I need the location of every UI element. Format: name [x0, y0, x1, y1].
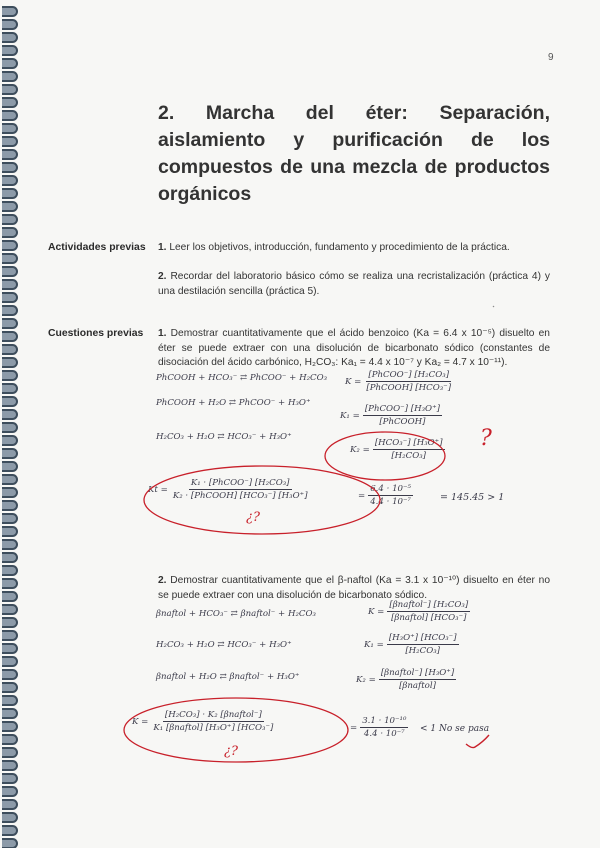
- hw-q2-ratio: = $\frac{\text{3.1 · 10⁻¹⁰}}{\text{4.4 · 10⁻⁷}}$: [350, 716, 407, 739]
- binding-ring: [2, 19, 18, 30]
- k-numerator: [H₂CO₃] · K₂ [βnaftol⁻]: [164, 710, 262, 720]
- hw-q1-result: = 145.45 > 1: [440, 492, 505, 503]
- binding-ring: [2, 487, 18, 498]
- binding-ring: [2, 838, 18, 848]
- binding-ring: [2, 253, 18, 264]
- ratio-numerator: 6.4 · 10⁻⁵: [370, 484, 411, 494]
- binding-ring: [2, 474, 18, 485]
- cuestion-1: [158, 327, 550, 371]
- hw-q1-eq3: H₂CO₃ + H₂O ⇄ HCO₃⁻ + H₃O⁺: [156, 432, 292, 442]
- k-denominator: K₁ [βnaftol] [H₃O⁺] [HCO₃⁻]: [153, 723, 274, 733]
- binding-ring: [2, 214, 18, 225]
- binding-ring: [2, 318, 18, 329]
- hw-q2-k2: [356, 668, 456, 691]
- k-denominator: K₂ · [PhCOOH] [HCO₃⁻] [H₃O⁺]: [172, 491, 308, 501]
- actividad-item-1: [158, 241, 550, 256]
- k-numerator: [PhCOO⁻] [H₃O⁺]: [364, 404, 440, 414]
- binding-ring: [2, 149, 18, 160]
- item-text: Leer los objetivos, introducción, fundamento y procedimiento de la práctica.: [169, 242, 510, 253]
- binding-ring: [2, 201, 18, 212]
- page-title: 2. Marcha del éter: Separación, aislamiento y purificación de los compuestos de una mezcla de productos orgánicos: [158, 102, 550, 205]
- k-denominator: [βnaftol]: [399, 681, 436, 691]
- red-question-mark-2: ¿?: [246, 510, 260, 525]
- binding-ring: [2, 825, 18, 836]
- section-label-actividades: Actividades previas: [48, 242, 146, 253]
- binding-ring: [2, 448, 18, 459]
- hw-q1-eq1: PhCOOH + HCO₃⁻ ⇄ PhCOO⁻ + H₂CO₃: [156, 373, 328, 383]
- binding-ring: [2, 266, 18, 277]
- binding-ring: [2, 578, 18, 589]
- hw-q2-eq2: H₂CO₃ + H₂O ⇄ HCO₃⁻ + H₃O⁺: [156, 640, 292, 650]
- binding-ring: [2, 760, 18, 771]
- binding-ring: [2, 370, 18, 381]
- page-number: 9: [548, 52, 554, 63]
- binding-ring: [2, 305, 18, 316]
- binding-ring: [2, 123, 18, 134]
- k-symbol: K₂ =: [350, 444, 370, 455]
- k-numerator: K₁ · [PhCOO⁻] [H₂CO₃]: [190, 478, 290, 488]
- k-denominator: [H₂CO₃]: [391, 451, 427, 461]
- spiral-binding: [0, 0, 22, 848]
- binding-ring: [2, 409, 18, 420]
- ink-dot: [493, 306, 494, 307]
- k-numerator: [βnaftol⁻] [H₂CO₃]: [389, 600, 469, 610]
- binding-ring: [2, 110, 18, 121]
- binding-ring: [2, 396, 18, 407]
- binding-ring: [2, 513, 18, 524]
- hw-q1-kt: [148, 478, 310, 501]
- hw-q1-k: [345, 370, 453, 393]
- binding-ring: [2, 227, 18, 238]
- k-denominator: [PhCOOH]: [379, 417, 426, 427]
- question-number: 1.: [158, 328, 167, 339]
- binding-ring: [2, 526, 18, 537]
- binding-ring: [2, 500, 18, 511]
- actividad-item-2: [158, 270, 550, 299]
- binding-ring: [2, 292, 18, 303]
- hw-q1-k2: [350, 438, 445, 461]
- binding-ring: [2, 604, 18, 615]
- binding-ring: [2, 591, 18, 602]
- hw-q1-k1: [340, 404, 442, 427]
- binding-ring: [2, 175, 18, 186]
- binding-ring: [2, 630, 18, 641]
- cuestion-2: [158, 574, 550, 603]
- k-numerator: [βnaftol⁻] [H₃O⁺]: [380, 668, 455, 678]
- binding-ring: [2, 669, 18, 680]
- binding-ring: [2, 162, 18, 173]
- ratio-denominator: 4.4 · 10⁻⁷: [363, 729, 405, 739]
- binding-ring: [2, 435, 18, 446]
- binding-ring: [2, 422, 18, 433]
- binding-ring: [2, 136, 18, 147]
- binding-ring: [2, 552, 18, 563]
- binding-ring: [2, 383, 18, 394]
- hw-q1-eq2: PhCOOH + H₂O ⇄ PhCOO⁻ + H₃O⁺: [156, 398, 311, 408]
- binding-ring: [2, 773, 18, 784]
- binding-ring: [2, 721, 18, 732]
- binding-ring: [2, 734, 18, 745]
- k-numerator: [H₃O⁺] [HCO₃⁻]: [388, 633, 457, 643]
- k-denominator: [PhCOOH] [HCO₃⁻]: [366, 383, 452, 393]
- binding-ring: [2, 747, 18, 758]
- question-text: Demostrar cuantitativamente que el β-naftol (Ka = 3.1 x 10⁻¹⁰) disuelto en éter no se puede extraer con una disolución de bicarbonato sódico.: [158, 575, 550, 601]
- binding-ring: [2, 695, 18, 706]
- binding-ring: [2, 279, 18, 290]
- binding-ring: [2, 643, 18, 654]
- ratio-numerator: 3.1 · 10⁻¹⁰: [362, 716, 407, 726]
- k-symbol: K₁ =: [340, 410, 360, 421]
- item-text: Recordar del laboratorio básico cómo se realiza una recristalización (práctica 4) y una destilación sencilla (práctica 5).: [158, 271, 550, 297]
- binding-ring: [2, 786, 18, 797]
- binding-ring: [2, 461, 18, 472]
- check-icon: [466, 735, 489, 748]
- red-question-mark: ?: [480, 426, 492, 451]
- binding-ring: [2, 656, 18, 667]
- hw-q2-k1: [364, 633, 459, 656]
- hw-q2-result: < 1 No se pasa: [420, 724, 490, 734]
- k-symbol: K₂ =: [356, 674, 376, 685]
- binding-ring: [2, 6, 18, 17]
- hw-q2-eq3: βnaftol + H₂O ⇄ βnaftol⁻ + H₃O⁺: [156, 672, 300, 682]
- k-symbol: K =: [132, 716, 149, 727]
- binding-ring: [2, 565, 18, 576]
- k-symbol: Kt =: [148, 484, 168, 495]
- k-numerator: [PhCOO⁻] [H₂CO₃]: [368, 370, 450, 380]
- binding-ring: [2, 240, 18, 251]
- section-label-cuestiones: Cuestiones previas: [48, 328, 144, 339]
- binding-ring: [2, 97, 18, 108]
- hw-q2-kt: [132, 710, 275, 733]
- item-number: 2.: [158, 271, 167, 282]
- hw-q1-ratio: = $\frac{\text{6.4 · 10⁻⁵}}{\text{4.4 · 10⁻⁷}}$: [358, 484, 411, 507]
- k-symbol: K =: [368, 606, 385, 617]
- k-denominator: [H₂CO₃]: [405, 646, 441, 656]
- binding-ring: [2, 682, 18, 693]
- binding-ring: [2, 708, 18, 719]
- binding-ring: [2, 84, 18, 95]
- binding-ring: [2, 71, 18, 82]
- binding-ring: [2, 617, 18, 628]
- hw-q2-eq1: βnaftol + HCO₃⁻ ⇄ βnaftol⁻ + H₂CO₃: [156, 609, 316, 619]
- k-numerator: [HCO₃⁻] [H₃O⁺]: [374, 438, 443, 448]
- k-symbol: K₁ =: [364, 639, 384, 650]
- binding-ring: [2, 188, 18, 199]
- question-text: Demostrar cuantitativamente que el ácido benzoico (Ka = 6.4 x 10⁻⁵) disuelto en éter se puede extraer con una disolución de bicarbonato sódico (constantes de disociación del ácido carbónico, H₂CO₃: Ka₁ = 4.4 x 10⁻⁷ y Ka₂ = 4.7 x 10⁻¹¹).: [158, 328, 550, 368]
- item-number: 1.: [158, 242, 167, 253]
- binding-ring: [2, 799, 18, 810]
- binding-ring: [2, 539, 18, 550]
- binding-ring: [2, 58, 18, 69]
- ratio-denominator: 4.4 · 10⁻⁷: [370, 497, 411, 507]
- question-number: 2.: [158, 575, 167, 586]
- binding-ring: [2, 357, 18, 368]
- k-symbol: K =: [345, 376, 362, 387]
- red-question-mark-3: ¿?: [224, 744, 238, 759]
- binding-ring: [2, 344, 18, 355]
- binding-ring: [2, 45, 18, 56]
- k-denominator: [βnaftol] [HCO₃⁻]: [391, 613, 467, 623]
- hw-q2-k: [368, 600, 470, 623]
- binding-ring: [2, 32, 18, 43]
- binding-ring: [2, 812, 18, 823]
- binding-ring: [2, 331, 18, 342]
